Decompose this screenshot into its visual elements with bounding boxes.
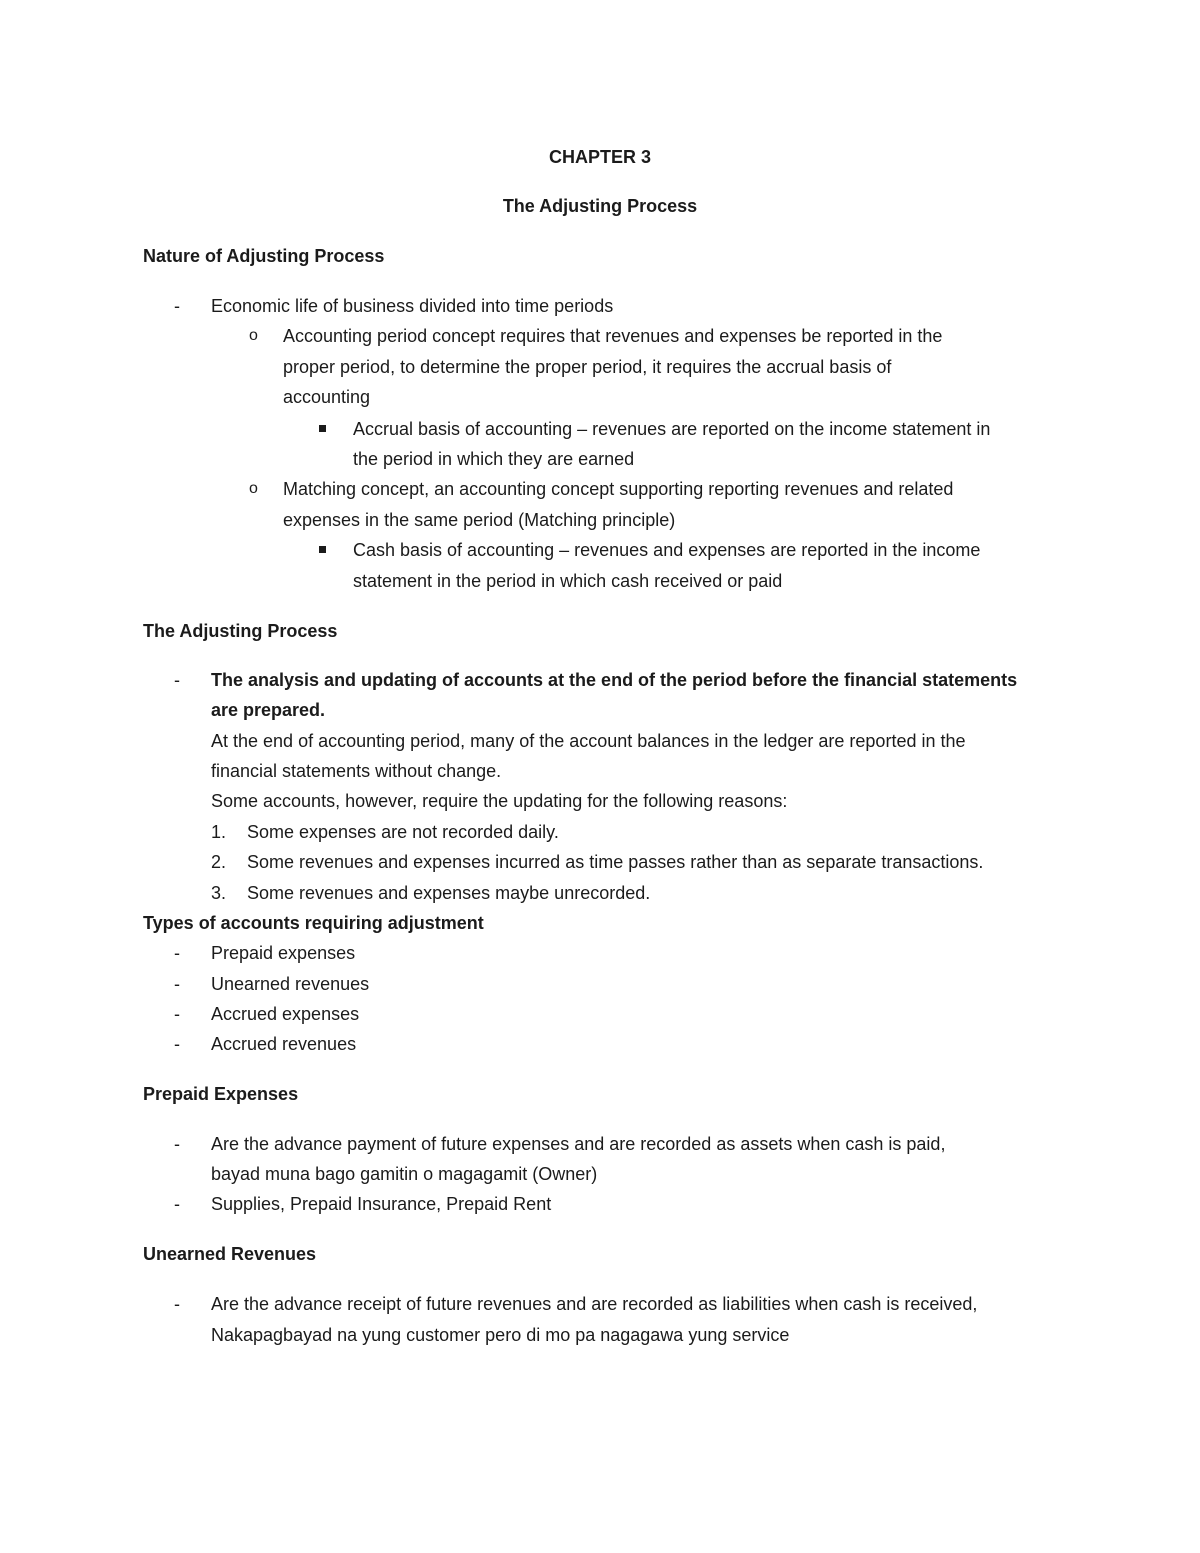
- square-bullet: [319, 546, 326, 553]
- adjusting-definition-line-1: The analysis and updating of accounts at the end of the period before the financial statements: [211, 670, 1018, 690]
- dash-bullet: -: [174, 1294, 180, 1314]
- adjusting-paragraph-line-1: At the end of accounting period, many of the account balances in the ledger are reported in the: [211, 731, 966, 751]
- heading-adjusting-process: The Adjusting Process: [143, 621, 338, 641]
- circle-bullet: o: [249, 327, 258, 344]
- type-item: Accrued expenses: [211, 1004, 360, 1024]
- dash-bullet: -: [174, 1034, 180, 1054]
- heading-prepaid-expenses: Prepaid Expenses: [143, 1084, 299, 1104]
- dash-bullet: -: [174, 296, 180, 316]
- adjusting-definition-line-2: are prepared.: [211, 700, 326, 720]
- nature-point-1a1-line-1: Accrual basis of accounting – revenues are reported on the income statement in: [353, 419, 991, 439]
- reason-number: 3.: [211, 883, 227, 903]
- dash-bullet: -: [174, 670, 180, 690]
- dash-bullet: -: [174, 974, 180, 994]
- square-bullet: [319, 425, 326, 432]
- nature-point-1: Economic life of business divided into time periods: [211, 296, 614, 316]
- reason-item: Some expenses are not recorded daily.: [247, 822, 559, 842]
- nature-point-1b-line-1: Matching concept, an accounting concept supporting reporting revenues and related: [283, 479, 954, 499]
- reason-item: Some revenues and expenses incurred as time passes rather than as separate transactions.: [247, 852, 984, 872]
- nature-point-1a-line-2: proper period, to determine the proper period, it requires the accrual basis of: [283, 357, 892, 377]
- nature-point-1b1-line-1: Cash basis of accounting – revenues and expenses are reported in the income: [353, 540, 981, 560]
- nature-point-1a-line-1: Accounting period concept requires that revenues and expenses be reported in the: [283, 326, 943, 346]
- adjusting-paragraph-line-2: financial statements without change.: [211, 761, 502, 781]
- nature-point-1b1-line-2: statement in the period in which cash received or paid: [353, 571, 783, 591]
- prepaid-definition-line-1: Are the advance payment of future expenses and are recorded as assets when cash is paid,: [211, 1134, 946, 1154]
- nature-point-1b-line-2: expenses in the same period (Matching principle): [283, 510, 676, 530]
- page-title: The Adjusting Process: [502, 196, 698, 216]
- type-item: Unearned revenues: [211, 974, 370, 994]
- type-item: Accrued revenues: [211, 1034, 357, 1054]
- reason-number: 1.: [211, 822, 227, 842]
- heading-unearned-revenues: Unearned Revenues: [143, 1244, 317, 1264]
- unearned-definition-line-2: Nakapagbayad na yung customer pero di mo pa nagagawa yung service: [211, 1325, 790, 1345]
- reason-item: Some revenues and expenses maybe unrecorded.: [247, 883, 651, 903]
- nature-point-1a1-line-2: the period in which they are earned: [353, 449, 635, 469]
- dash-bullet: -: [174, 1004, 180, 1024]
- dash-bullet: -: [174, 1134, 180, 1154]
- unearned-definition-line-1: Are the advance receipt of future revenues and are recorded as liabilities when cash is received,: [211, 1294, 978, 1314]
- nature-point-1a-line-3: accounting: [283, 387, 371, 407]
- heading-nature: Nature of Adjusting Process: [143, 246, 385, 266]
- reason-number: 2.: [211, 852, 227, 872]
- prepaid-examples: Supplies, Prepaid Insurance, Prepaid Rent: [211, 1194, 552, 1214]
- prepaid-definition-line-2: bayad muna bago gamitin o magagamit (Owner): [211, 1164, 598, 1184]
- dash-bullet: -: [174, 943, 180, 963]
- adjusting-paragraph-line-3: Some accounts, however, require the updating for the following reasons:: [211, 791, 788, 811]
- circle-bullet: o: [249, 480, 258, 497]
- heading-types: Types of accounts requiring adjustment: [143, 913, 484, 933]
- chapter-label: CHAPTER 3: [548, 147, 651, 167]
- dash-bullet: -: [174, 1194, 180, 1214]
- type-item: Prepaid expenses: [211, 943, 356, 963]
